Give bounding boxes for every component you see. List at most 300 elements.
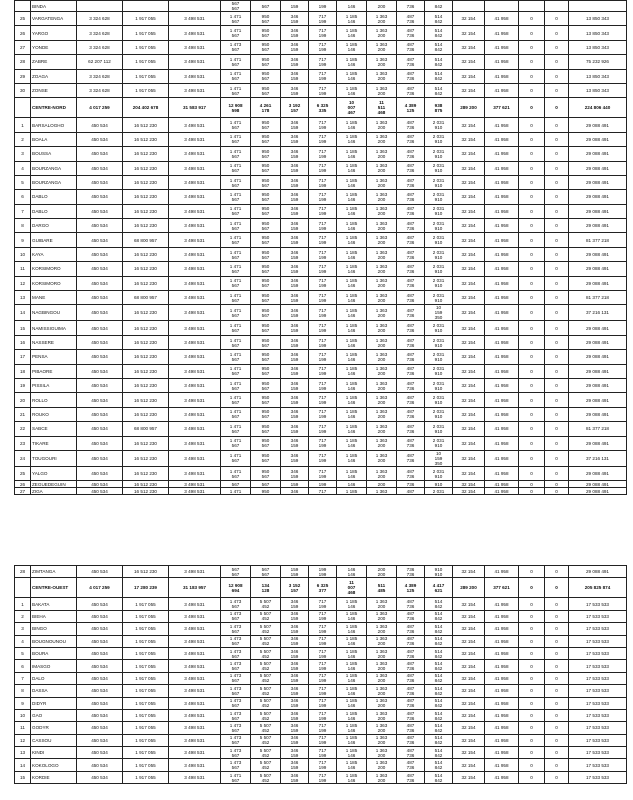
amount-cell: 4 017 259 (77, 98, 123, 118)
amount-cell: 0 (519, 647, 545, 659)
amount-line: 567 (231, 641, 240, 647)
amount-line: 200 (377, 76, 386, 82)
amount-line: 346 (290, 747, 299, 753)
split-amount-cell (425, 722, 453, 734)
locality-name: ROUKO (31, 407, 77, 421)
amount-line: 346 (290, 636, 299, 642)
amount-line: 1 185 (345, 307, 358, 313)
table-block-upper (14, 0, 626, 495)
amount-line: 146 (347, 47, 356, 53)
amount-line: 159 (434, 455, 443, 461)
amount-line: 1 363 (375, 648, 388, 654)
amount-cell: 41 958 (485, 734, 519, 746)
split-amount-cell (309, 276, 337, 290)
amount-cell: 3 498 531 (169, 660, 221, 672)
split-amount-cell (309, 262, 337, 276)
split-amount-cell (309, 466, 337, 480)
amount-line: 567 (261, 385, 270, 391)
table-row (15, 262, 627, 276)
split-amount-cell (367, 771, 397, 783)
amount-cell: 41 958 (485, 466, 519, 480)
amount-cell: 16 512 230 (123, 364, 169, 378)
amount-line: 452 (261, 666, 270, 672)
amount-cell (545, 1, 569, 12)
amount-cell: 41 958 (485, 436, 519, 450)
amount-line: 3 192 (288, 102, 301, 108)
split-amount-cell (397, 378, 425, 392)
split-amount-cell (309, 635, 337, 647)
table-row (15, 610, 627, 622)
split-amount-cell (309, 350, 337, 364)
amount-cell: 16 512 230 (123, 393, 169, 407)
amount-line: 1 185 (345, 163, 358, 169)
split-amount-cell (337, 247, 367, 261)
split-amount-cell (251, 262, 281, 276)
amount-line: 346 (290, 351, 299, 357)
amount-line: 159 (290, 371, 299, 377)
total-cell: 29 088 491 (569, 262, 627, 276)
amount-cell: 3 498 531 (169, 393, 221, 407)
split-amount-cell (221, 734, 251, 746)
amount-line: 1 185 (345, 409, 358, 415)
amount-line: 567 (231, 752, 240, 758)
amount-line: 159 (290, 47, 299, 53)
amount-line: 452 (261, 765, 270, 771)
split-amount-cell (397, 734, 425, 746)
amount-line: 1 471 (229, 323, 242, 329)
split-amount-cell (309, 685, 337, 697)
split-amount-cell (397, 578, 425, 598)
amount-line: 12 908 (228, 582, 243, 588)
amount-line: 567 (231, 182, 240, 188)
split-amount-cell (251, 276, 281, 290)
amount-cell: 68 800 957 (123, 422, 169, 436)
amount-line: 346 (290, 28, 299, 34)
amount-cell: 0 (545, 247, 569, 261)
amount-cell: 16 512 230 (123, 276, 169, 290)
row-number: 13 (15, 747, 31, 759)
split-amount-cell (309, 378, 337, 392)
split-amount-cell (251, 190, 281, 204)
amount-cell: 0 (545, 450, 569, 466)
amount-cell: 450 534 (77, 190, 123, 204)
amount-line: 4 261 (259, 102, 272, 108)
split-amount-cell (367, 647, 397, 659)
total-cell: 17 533 533 (569, 647, 627, 659)
amount-line: 159 (290, 752, 299, 758)
row-number: 8 (15, 685, 31, 697)
split-amount-cell (397, 262, 425, 276)
amount-line: 159 (290, 76, 299, 82)
row-number: 12 (15, 734, 31, 746)
amount-cell (519, 1, 545, 12)
split-amount-cell (251, 55, 281, 69)
split-amount-cell (337, 132, 367, 146)
amount-line: 736 (406, 616, 415, 622)
split-amount-cell (221, 697, 251, 709)
split-amount-cell (425, 436, 453, 450)
amount-line: 1 471 (229, 28, 242, 34)
amount-line: 1 185 (345, 673, 358, 679)
amount-cell: 0 (545, 672, 569, 684)
split-amount-cell (397, 1, 425, 12)
amount-line: 842 (434, 604, 443, 610)
table-row (15, 204, 627, 218)
split-amount-cell (367, 393, 397, 407)
amount-cell: 3 498 531 (169, 364, 221, 378)
amount-cell: 16 512 230 (123, 335, 169, 349)
amount-cell: 3 498 531 (169, 722, 221, 734)
split-amount-cell (251, 623, 281, 635)
total-cell: 29 088 491 (569, 436, 627, 450)
amount-line: 717 (318, 13, 327, 19)
split-amount-cell (337, 69, 367, 83)
amount-cell: 0 (519, 83, 545, 97)
split-amount-cell (221, 610, 251, 622)
row-number: 7 (15, 672, 31, 684)
amount-line: 514 (434, 710, 443, 716)
locality-name: BOUGNOUNOU (31, 635, 77, 647)
amount-line: 567 (261, 18, 270, 24)
amount-line: 1 185 (345, 468, 358, 474)
amount-cell: 450 534 (77, 488, 123, 495)
split-amount-cell (221, 722, 251, 734)
amount-cell: 16 512 230 (123, 436, 169, 450)
amount-cell: 0 (519, 233, 545, 247)
amount-line: 159 (290, 225, 299, 231)
amount-cell: 32 154 (453, 40, 485, 54)
amount-line: 694 (231, 587, 240, 593)
amount-line: 146 (347, 653, 356, 659)
amount-cell: 32 154 (453, 697, 485, 709)
amount-line: 146 (347, 182, 356, 188)
amount-line: 146 (347, 283, 356, 289)
amount-cell: 3 498 531 (169, 55, 221, 69)
amount-line: 567 (231, 740, 240, 746)
amount-line: 200 (377, 473, 386, 479)
amount-line: 159 (290, 571, 299, 577)
amount-line: 1 471 (229, 772, 242, 778)
total-cell: 13 850 343 (569, 69, 627, 83)
amount-cell: 450 534 (77, 635, 123, 647)
split-amount-cell (251, 436, 281, 450)
amount-line: 567 (231, 571, 240, 577)
split-amount-cell (251, 771, 281, 783)
split-amount-cell (367, 378, 397, 392)
amount-line: 159 (290, 297, 299, 303)
amount-line: 567 (231, 297, 240, 303)
amount-line: 1 363 (375, 134, 388, 140)
amount-line: 199 (318, 428, 327, 434)
amount-line: 717 (318, 206, 327, 212)
amount-cell: 0 (519, 623, 545, 635)
amount-line: 2 031 (432, 380, 445, 386)
amount-line: 146 (347, 356, 356, 362)
amount-cell: 32 154 (453, 291, 485, 305)
split-amount-cell (337, 83, 367, 97)
split-amount-cell (309, 422, 337, 436)
amount-line: 717 (318, 409, 327, 415)
split-amount-cell (367, 623, 397, 635)
amount-line: 346 (290, 395, 299, 401)
split-amount-cell (337, 12, 367, 26)
amount-line: 159 (290, 641, 299, 647)
amount-cell: 68 800 957 (123, 233, 169, 247)
split-amount-cell (251, 350, 281, 364)
split-amount-cell (221, 262, 251, 276)
amount-line: 146 (347, 3, 356, 9)
total-cell: 29 088 491 (569, 488, 627, 495)
table-row (15, 219, 627, 233)
total-cell: 29 088 491 (569, 132, 627, 146)
amount-line: 717 (318, 307, 327, 313)
split-amount-cell (281, 672, 309, 684)
amount-line: 910 (434, 268, 443, 274)
amount-cell: 0 (545, 647, 569, 659)
amount-line: 346 (290, 468, 299, 474)
split-amount-cell (337, 759, 367, 771)
amount-cell: 41 958 (485, 393, 519, 407)
amount-line: 199 (318, 139, 327, 145)
amount-line: 487 (406, 42, 415, 48)
amount-line: 146 (347, 481, 356, 487)
locality-name: BARSALOGHO (31, 118, 77, 132)
amount-line: 1 185 (345, 636, 358, 642)
amount-line: 487 (406, 735, 415, 741)
amount-line: 199 (318, 727, 327, 733)
amount-line: 452 (261, 740, 270, 746)
amount-cell: 0 (545, 722, 569, 734)
amount-cell: 32 154 (453, 175, 485, 189)
amount-line: 159 (290, 312, 299, 318)
row-number: 28 (15, 55, 31, 69)
amount-cell: 0 (519, 132, 545, 146)
row-number: 16 (15, 335, 31, 349)
amount-line: 910 (434, 225, 443, 231)
amount-line: 485 (377, 587, 386, 593)
amount-cell: 0 (519, 436, 545, 450)
row-number: 19 (15, 378, 31, 392)
table-row (15, 321, 627, 335)
amount-line: 2 031 (432, 292, 445, 298)
split-amount-cell (309, 771, 337, 783)
split-amount-cell (309, 488, 337, 495)
split-amount-cell (309, 321, 337, 335)
amount-line: 159 (290, 139, 299, 145)
amount-cell: 0 (519, 685, 545, 697)
split-amount-cell (337, 481, 367, 488)
split-amount-cell (367, 161, 397, 175)
amount-cell: 16 512 230 (123, 175, 169, 189)
split-amount-cell (367, 407, 397, 421)
amount-line: 159 (290, 125, 299, 131)
split-amount-cell (337, 598, 367, 610)
amount-line: 567 (231, 678, 240, 684)
amount-line: 146 (347, 33, 356, 39)
table-row (15, 578, 627, 598)
amount-line: 1 185 (345, 423, 358, 429)
split-amount-cell (397, 481, 425, 488)
amount-cell: 32 154 (453, 335, 485, 349)
split-amount-cell (281, 747, 309, 759)
amount-line: 146 (347, 458, 356, 464)
amount-line: 910 (434, 125, 443, 131)
amount-line: 200 (377, 268, 386, 274)
amount-line: 567 (261, 342, 270, 348)
total-cell: 75 232 926 (569, 55, 627, 69)
table-row (15, 1, 627, 12)
amount-cell: 32 154 (453, 771, 485, 783)
amount-cell: 450 534 (77, 422, 123, 436)
amount-line: 146 (347, 125, 356, 131)
amount-line: 567 (231, 690, 240, 696)
amount-line: 736 (406, 254, 415, 260)
amount-cell: 0 (545, 12, 569, 26)
amount-line: 452 (261, 616, 270, 622)
amount-line: 736 (406, 777, 415, 783)
amount-line: 717 (318, 599, 327, 605)
total-cell: 17 533 533 (569, 759, 627, 771)
amount-line: 487 (406, 71, 415, 77)
amount-line: 346 (290, 423, 299, 429)
amount-cell: 41 958 (485, 12, 519, 26)
amount-line: 346 (290, 599, 299, 605)
amount-line: 199 (318, 283, 327, 289)
split-amount-cell (221, 672, 251, 684)
amount-line: 452 (261, 678, 270, 684)
amount-line: 5 507 (259, 648, 272, 654)
split-amount-cell (397, 12, 425, 26)
amount-line: 1 363 (375, 220, 388, 226)
split-amount-cell (251, 175, 281, 189)
amount-line: 736 (406, 61, 415, 67)
split-amount-cell (425, 335, 453, 349)
split-amount-cell (425, 709, 453, 721)
amount-cell: 0 (545, 697, 569, 709)
amount-line: 736 (406, 752, 415, 758)
amount-cell: 16 512 230 (123, 378, 169, 392)
amount-line: 567 (261, 196, 270, 202)
amount-cell: 0 (519, 335, 545, 349)
total-cell: 29 088 491 (569, 350, 627, 364)
amount-line: 842 (434, 740, 443, 746)
amount-line: 567 (231, 76, 240, 82)
amount-line: 487 (406, 698, 415, 704)
split-amount-cell (221, 566, 251, 578)
amount-cell: 3 498 531 (169, 69, 221, 83)
split-amount-cell (281, 450, 309, 466)
split-amount-cell (397, 55, 425, 69)
amount-cell: 0 (545, 321, 569, 335)
amount-cell: 31 583 917 (169, 98, 221, 118)
table-row (15, 422, 627, 436)
amount-cell: 0 (545, 407, 569, 421)
amount-cell: 41 958 (485, 335, 519, 349)
amount-cell: 3 498 531 (169, 321, 221, 335)
amount-line: 487 (406, 636, 415, 642)
amount-line: 717 (318, 148, 327, 154)
amount-line: 717 (318, 71, 327, 77)
split-amount-cell (367, 132, 397, 146)
amount-line: 487 (406, 278, 415, 284)
amount-cell: 16 512 230 (123, 321, 169, 335)
amount-line: 717 (318, 366, 327, 372)
row-number: 24 (15, 450, 31, 466)
amount-line: 487 (406, 337, 415, 343)
split-amount-cell (397, 335, 425, 349)
amount-cell: 0 (519, 40, 545, 54)
row-number: 25 (15, 12, 31, 26)
amount-line: 1 363 (375, 13, 388, 19)
amount-line: 1 363 (375, 148, 388, 154)
locality-name: GODYR (31, 722, 77, 734)
split-amount-cell (281, 771, 309, 783)
amount-cell: 450 534 (77, 747, 123, 759)
split-amount-cell (367, 204, 397, 218)
split-amount-cell (397, 350, 425, 364)
split-amount-cell (221, 598, 251, 610)
amount-line: 452 (261, 777, 270, 783)
amount-cell: 3 498 531 (169, 566, 221, 578)
amount-line: 717 (318, 488, 327, 494)
amount-line: 910 (434, 139, 443, 145)
split-amount-cell (367, 40, 397, 54)
amount-line: 200 (377, 678, 386, 684)
amount-line: 377 (318, 587, 327, 593)
amount-cell: 3 498 531 (169, 450, 221, 466)
amount-line: 736 (406, 342, 415, 348)
split-amount-cell (367, 118, 397, 132)
table-row (15, 709, 627, 721)
split-amount-cell (397, 450, 425, 466)
locality-name: NASSERE (31, 335, 77, 349)
split-amount-cell (425, 147, 453, 161)
amount-line: 346 (290, 42, 299, 48)
amount-line: 1 363 (375, 249, 388, 255)
split-amount-cell (221, 335, 251, 349)
split-amount-cell (397, 69, 425, 83)
amount-line: 717 (318, 636, 327, 642)
amount-line: 146 (347, 297, 356, 303)
locality-name: SABCE (31, 422, 77, 436)
split-amount-cell (281, 132, 309, 146)
amount-line: 199 (318, 182, 327, 188)
amount-cell: 0 (519, 481, 545, 488)
amount-cell: 450 534 (77, 436, 123, 450)
amount-line: 199 (318, 371, 327, 377)
locality-name: TOUGOURI (31, 450, 77, 466)
split-amount-cell (337, 610, 367, 622)
amount-line: 950 (261, 395, 270, 401)
amount-line: 1 363 (375, 673, 388, 679)
amount-line: 910 (434, 571, 443, 577)
amount-line: 10 (435, 305, 442, 311)
amount-cell: 450 534 (77, 685, 123, 697)
split-amount-cell (281, 262, 309, 276)
locality-name: BOURA (31, 647, 77, 659)
locality-name: NAGBINGOU (31, 305, 77, 321)
amount-cell: 0 (519, 118, 545, 132)
amount-cell: 3 498 531 (169, 175, 221, 189)
amount-line: 487 (406, 191, 415, 197)
split-amount-cell (281, 578, 309, 598)
amount-cell: 0 (545, 734, 569, 746)
split-amount-cell (397, 132, 425, 146)
split-amount-cell (425, 660, 453, 672)
amount-line: 1 471 (229, 120, 242, 126)
split-amount-cell (337, 566, 367, 578)
amount-line: 2 031 (432, 366, 445, 372)
